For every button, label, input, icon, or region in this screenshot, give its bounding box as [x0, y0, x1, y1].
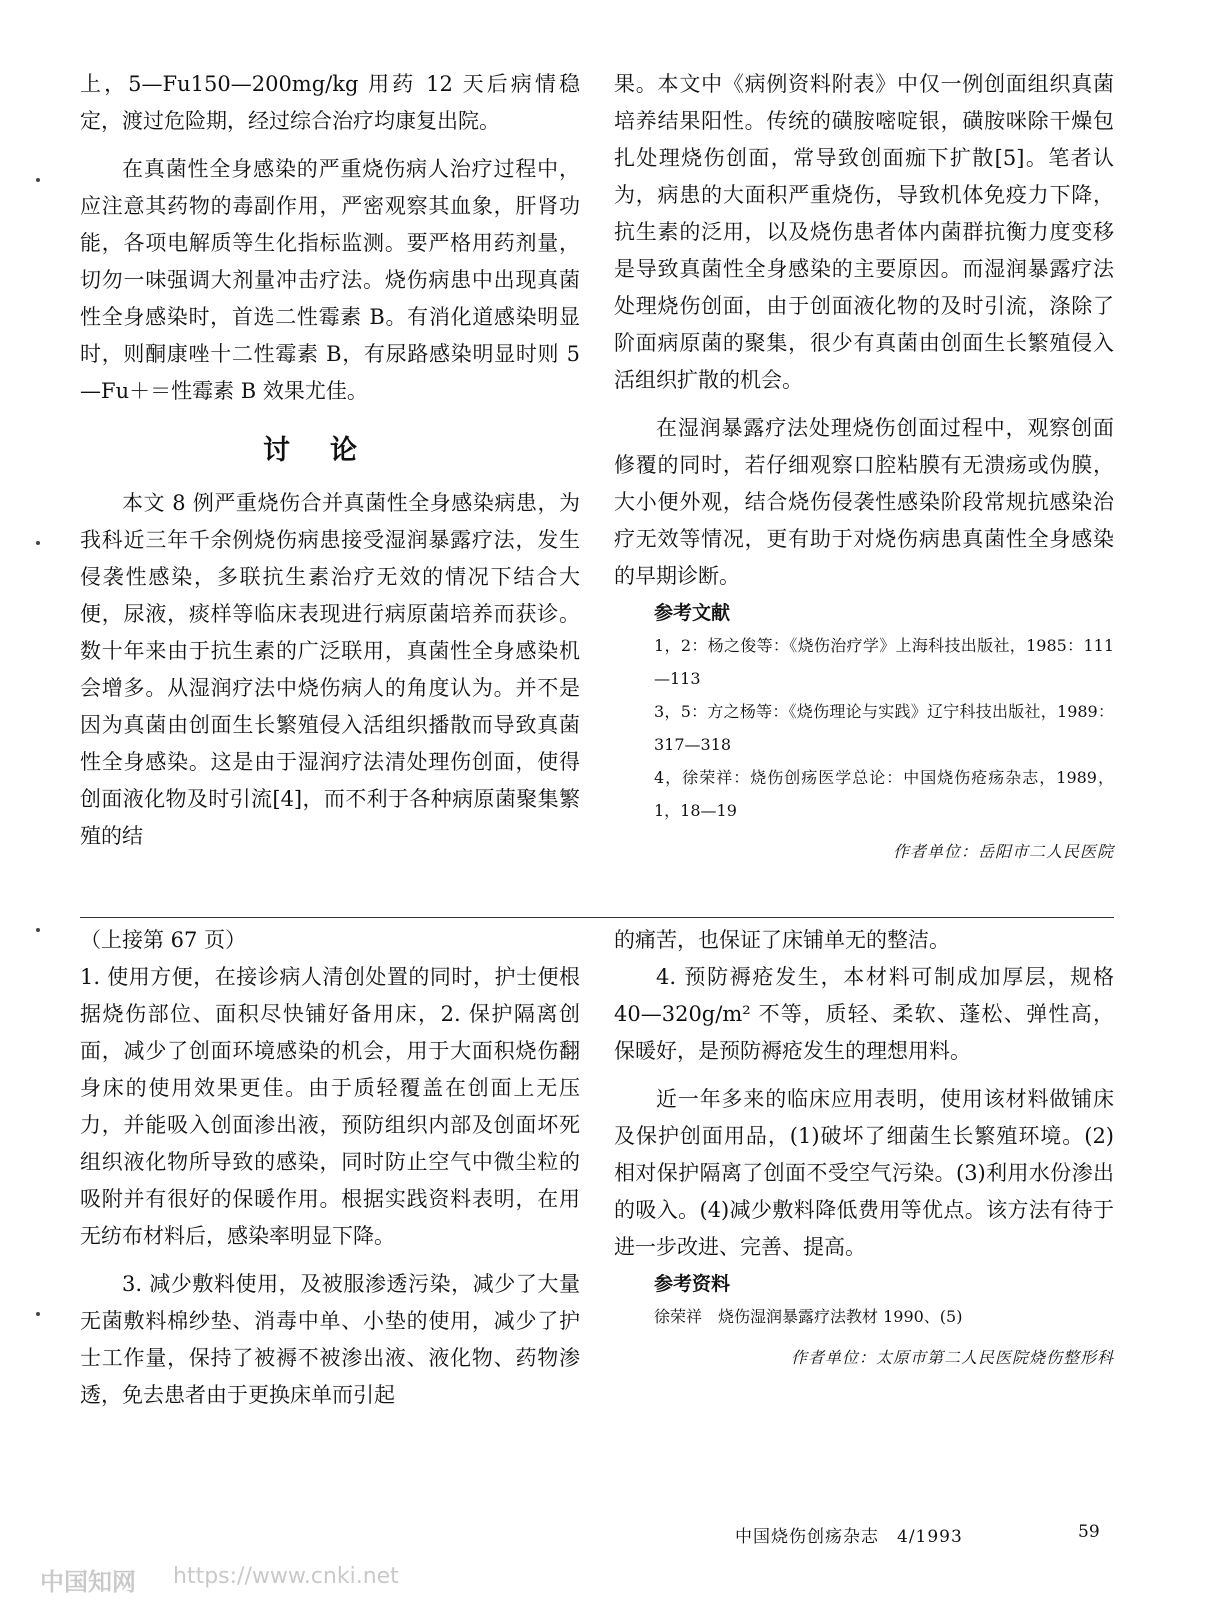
paragraph: 上，5—Fu150—200mg/kg 用药 12 天后病情稳定，渡过危险期，经过综合治疗均康复出院。: [80, 72, 580, 133]
paragraph: 果。本文中《病例资料附表》中仅一例创面组织真菌培养结果阳性。传统的磺胺嘧啶银，磺胺咪除干燥包扎处理烧伤创面，常导致创面痂下扩散[5]。笔者认为，病患的大面积严重烧伤，导致机体免疫力下降，抗生素的泛用，以及烧伤患者体内菌群抗衡力度变移是导致真菌性全身感染的主要原因。而湿润暴露疗法处理烧伤创面，由于创面液化物的及时引流，涤除了阶面病原菌的聚集，很少有真菌由创面生长繁殖侵入活组织扩散的机会。: [614, 72, 1114, 392]
upper-left-column: [80, 66, 580, 855]
lower-left-column: [80, 922, 580, 1414]
watermark-logo: 中国知网: [40, 1568, 136, 1596]
margin-speck: [36, 178, 40, 182]
references-title: 参考资料: [654, 1273, 731, 1295]
journal-footer: 中国烧伤创疡杂志 4/1993: [735, 1527, 963, 1547]
section-heading: 讨论: [263, 435, 397, 466]
author-affiliation: 作者单位：太原市第二人民医院烧伤整形科: [790, 1348, 1114, 1367]
upper-right-column: [614, 66, 1114, 870]
paragraph: 3. 减少敷料使用，及被服渗透污染，减少了大量无菌敷料棉纱垫、消毒中单、小垫的使用，减少了护士工作量，保持了被褥不被渗出液、液化物、药物渗透，免去患者由于更换床单而引起: [80, 1272, 580, 1407]
references-title: 参考文献: [654, 602, 731, 624]
margin-speck: [36, 541, 40, 545]
section-divider: [80, 917, 1114, 918]
paragraph: 的痛苦，也保证了床铺单无的整洁。: [614, 928, 950, 952]
continuation-note: （上接第 67 页）: [80, 928, 247, 952]
paragraph: 1. 使用方便，在接诊病人清创处置的同时，护士便根据烧伤部位、面积尽快铺好备用床，2. 保护隔离创面，减少了创面环境感染的机会，用于大面积烧伤翻身床的使用效果更佳。由于质轻覆盖在创面上无压力，并能吸入创面渗出液，预防组织内部及创面坏死组织液化物所导致的感染，同时防止空气中微尘粒的吸附并有很好的保暖作用。根据实践资料表明，在用无纺布材料后，感染率明显下降。: [80, 965, 580, 1248]
reference-item: 徐荣祥 烧伤湿润暴露疗法教材 1990、(5): [654, 1307, 963, 1326]
watermark-url: https://www.cnki.net: [173, 1564, 399, 1589]
author-affiliation: 作者单位：岳阳市二人民医院: [892, 842, 1114, 861]
paragraph: 本文 8 例严重烧伤合并真菌性全身感染病患，为我科近三年千余例烧伤病患接受湿润暴露疗法，发生侵袭性感染，多联抗生素治疗无效的情况下结合大便，尿液，痰样等临床表现进行病原菌培养而获诊。数十年来由于抗生素的广泛联用，真菌性全身感染机会增多。从湿润疗法中烧伤病人的角度认为。并不是因为真菌由创面生长繁殖侵入活组织播散而导致真菌性全身感染。这是由于湿润疗法清处理伤创面，使得创面液化物及时引流[4]，而不利于各种病原菌聚集繁殖的结: [80, 491, 580, 848]
page-number: 59: [1078, 1522, 1100, 1542]
lower-right-column: [614, 922, 1114, 1376]
paragraph: 4. 预防褥疮发生，本材料可制成加厚层，规格 40—320g/m² 不等，质轻、柔软、蓬松、弹性高，保暖好，是预防褥疮发生的理想用料。: [614, 965, 1114, 1063]
paragraph: 近一年多来的临床应用表明，使用该材料做铺床及保护创面用品，(1)破坏了细菌生长繁殖环境。(2)相对保护隔离了创面不受空气污染。(3)利用水份渗出的吸入。(4)减少敷料降低费用等优点。该方法有待于进一步改进、完善、提高。: [614, 1087, 1114, 1259]
paragraph: 在真菌性全身感染的严重烧伤病人治疗过程中，应注意其药物的毒副作用，严密观察其血象，肝肾功能，各项电解质等生化指标监测。要严格用药剂量，切勿一味强调大剂量冲击疗法。烧伤病患中出现真菌性全身感染时，首选二性霉素 B。有消化道感染明显时，则酮康唑十二性霉素 B，有尿路感染明显时则 5—Fu＋＝性霉素 B 效果尤佳。: [80, 157, 580, 403]
margin-speck: [36, 1312, 40, 1316]
margin-speck: [36, 928, 40, 932]
reference-item: 3，5：方之杨等：《烧伤理论与实践》辽宁科技出版社，1989：317—318: [654, 702, 1114, 754]
reference-item: 1，2：杨之俊等：《烧伤治疗学》上海科技出版社，1985：111—113: [654, 636, 1114, 688]
reference-item: 4，徐荣祥：烧伤创疡医学总论：中国烧伤疮疡杂志，1989，1，18—19: [654, 768, 1114, 820]
paragraph: 在湿润暴露疗法处理烧伤创面过程中，观察创面修覆的同时，若仔细观察口腔粘膜有无溃疡或伪膜，大小便外观，结合烧伤侵袭性感染阶段常规抗感染治疗无效等情况，更有助于对烧伤病患真菌性全身感染的早期诊断。: [614, 416, 1114, 588]
